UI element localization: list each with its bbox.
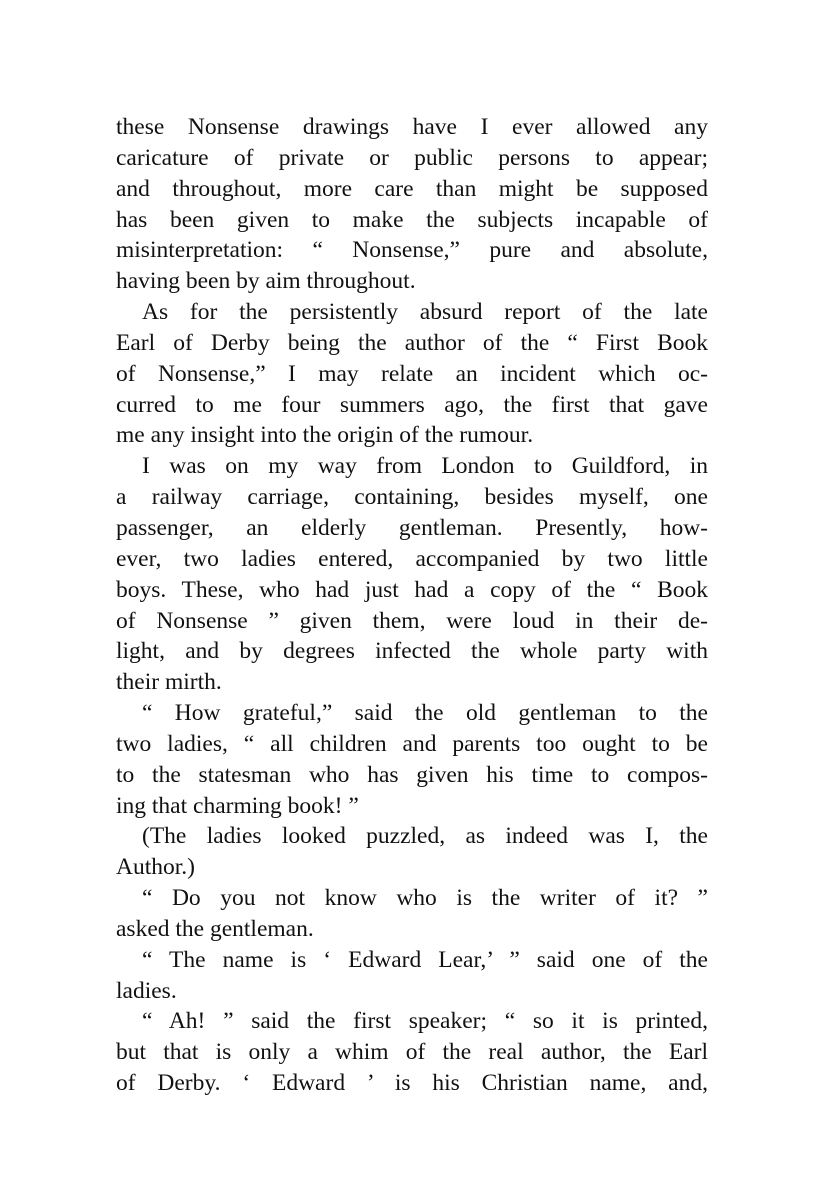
text-line: caricature of private or public persons to appear; [116, 144, 708, 171]
text-line: ladies. [116, 977, 177, 1004]
paragraph-first-line: As for the persistently absurd report of the late [142, 299, 708, 326]
text-line: curred to me four summers ago, the first that gave [116, 391, 708, 418]
text-line: light, and by degrees infected the whole party with [116, 638, 708, 665]
text-line: these Nonsense drawings have I ever allowed any [116, 114, 708, 140]
paragraph-first-line: (The ladies looked puzzled, as indeed was I, the [142, 823, 708, 850]
text-line: having been by aim throughout. [116, 268, 416, 295]
text-line: of Nonsense ” given them, were loud in their de- [116, 607, 708, 634]
text-line: a railway carriage, containing, besides myself, one [116, 484, 708, 511]
text-line: of Nonsense,” I may relate an incident which oc- [116, 360, 708, 387]
text-line: two ladies, “ all children and parents too ought to be [116, 730, 708, 757]
text-line: misinterpretation: “ Nonsense,” pure and absolute, [116, 237, 708, 264]
paragraph-first-line: I was on my way from London to Guildford, in [142, 453, 708, 480]
page-text [116, 112, 708, 1099]
paragraph-first-line: “ Ah! ” said the first speaker; “ so it is printed, [142, 1008, 708, 1035]
text-line: of Derby. ‘ Edward ’ is his Christian name, and, [116, 1070, 708, 1097]
text-line: has been given to make the subjects incapable of [116, 206, 708, 233]
text-line: me any insight into the origin of the rumour. [116, 422, 534, 449]
text-line: asked the gentleman. [116, 915, 314, 942]
text-line: Earl of Derby being the author of the “ First Book [116, 329, 708, 356]
paragraph-first-line: “ Do you not know who is the writer of it? ” [142, 885, 708, 912]
text-line: but that is only a whim of the real author, the Earl [116, 1039, 708, 1066]
paragraph-first-line: “ The name is ‘ Edward Lear,’ ” said one of the [142, 946, 708, 973]
text-line: boys. These, who had just had a copy of the “ Book [116, 576, 708, 603]
text-line: and throughout, more care than might be supposed [116, 175, 708, 202]
text-line: their mirth. [116, 669, 222, 696]
text-line: ever, two ladies entered, accompanied by two little [116, 545, 708, 572]
paragraph-first-line: “ How grateful,” said the old gentleman to the [142, 700, 708, 727]
text-line: passenger, an elderly gentleman. Presently, how- [116, 514, 708, 541]
text-line: to the statesman who has given his time to compos- [116, 761, 708, 788]
text-line: ing that charming book! ” [116, 792, 359, 819]
text-line: Author.) [116, 854, 195, 881]
